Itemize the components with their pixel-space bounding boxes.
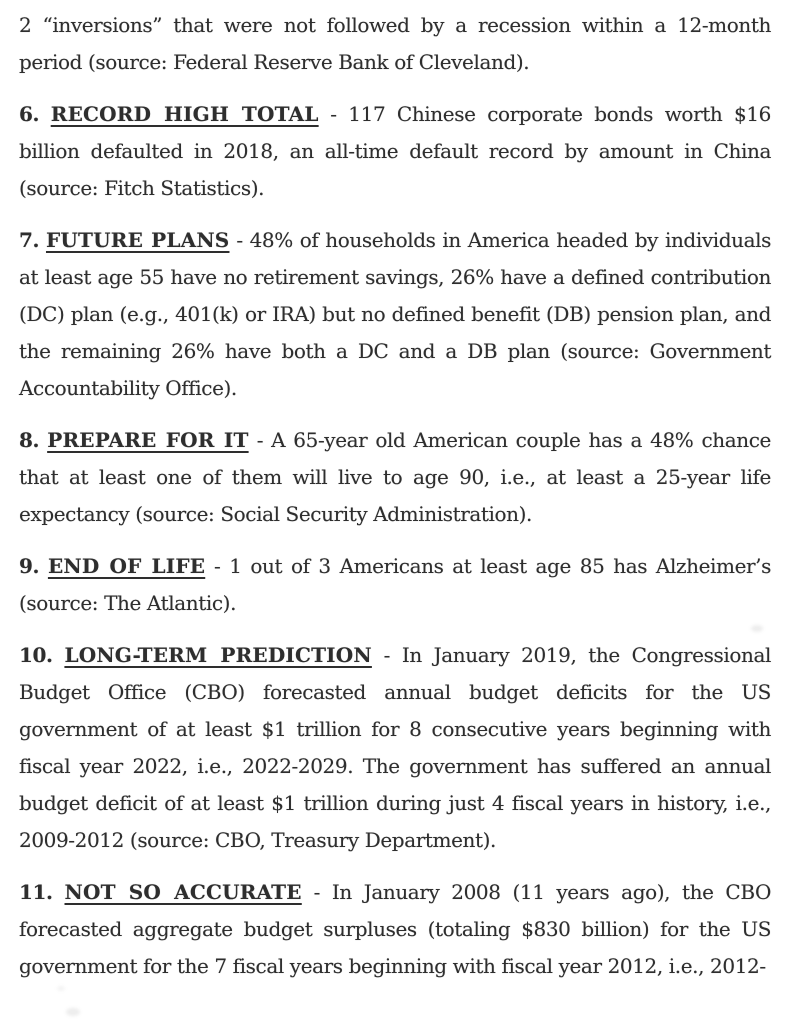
item-number: 9.	[19, 554, 40, 578]
item-body: - In January 2008 (11 years ago), the CBO forecasted aggregate budget surpluses (totaling $830 billion) for the US government for the 7 fiscal years beginning with fiscal year 2012, i.e., 2012-	[19, 880, 771, 978]
continuation-paragraph	[19, 7, 771, 81]
item-body: - 117 Chinese corporate bonds worth $16 billion defaulted in 2018, an all-time default record by amount in China (source: Fitch Statistics).	[19, 102, 771, 200]
list-item-10	[19, 637, 771, 859]
item-title: NOT SO ACCURATE	[64, 880, 302, 904]
item-title: PREPARE FOR IT	[47, 428, 249, 452]
scan-artifact	[751, 625, 763, 632]
scan-artifact	[57, 986, 65, 991]
list-item-6	[19, 96, 771, 207]
scan-artifact	[66, 1008, 80, 1016]
item-number: 10.	[19, 643, 53, 667]
item-title: END OF LIFE	[47, 554, 206, 578]
item-title: RECORD HIGH TOTAL	[50, 102, 319, 126]
item-body: - 1 out of 3 Americans at least age 85 has Alzheimer’s (source: The Atlantic).	[19, 554, 772, 615]
item-body: - A 65-year old American couple has a 48% chance that at least one of them will live to age 90, i.e., at least a 25-year life expectancy (source: Social Security Administration).	[19, 428, 771, 526]
list-item-8	[19, 422, 771, 533]
list-item-7	[19, 222, 771, 407]
continuation-text: 2 “inversions” that were not followed by a recession within a 12-month period (source: Federal Reserve Bank of Cleveland).	[19, 13, 771, 74]
list-item-11	[19, 874, 771, 985]
item-number: 11.	[19, 880, 53, 904]
item-body: - 48% of households in America headed by individuals at least age 55 have no retirement savings, 26% have a defined contribution (DC) plan (e.g., 401(k) or IRA) but no defined benefit (DB) pension plan, and the remaining 26% have both a DC and a DB plan (source: Government Accountability Office).	[19, 228, 771, 400]
item-number: 8.	[19, 428, 40, 452]
item-number: 6.	[19, 102, 40, 126]
item-title: LONG-TERM PREDICTION	[64, 643, 372, 667]
item-title: FUTURE PLANS	[45, 228, 230, 252]
list-item-9	[19, 548, 771, 622]
item-number: 7.	[19, 228, 40, 252]
item-body: - In January 2019, the Congressional Budget Office (CBO) forecasted annual budget deficits for the US government of at least $1 trillion for 8 consecutive years beginning with fiscal year 2022, i.e., 2022-2029. The government has suffered an annual budget deficit of at least $1 trillion during just 4 fiscal years in history, i.e., 2009-2012 (source: CBO, Treasury Department).	[19, 643, 771, 852]
